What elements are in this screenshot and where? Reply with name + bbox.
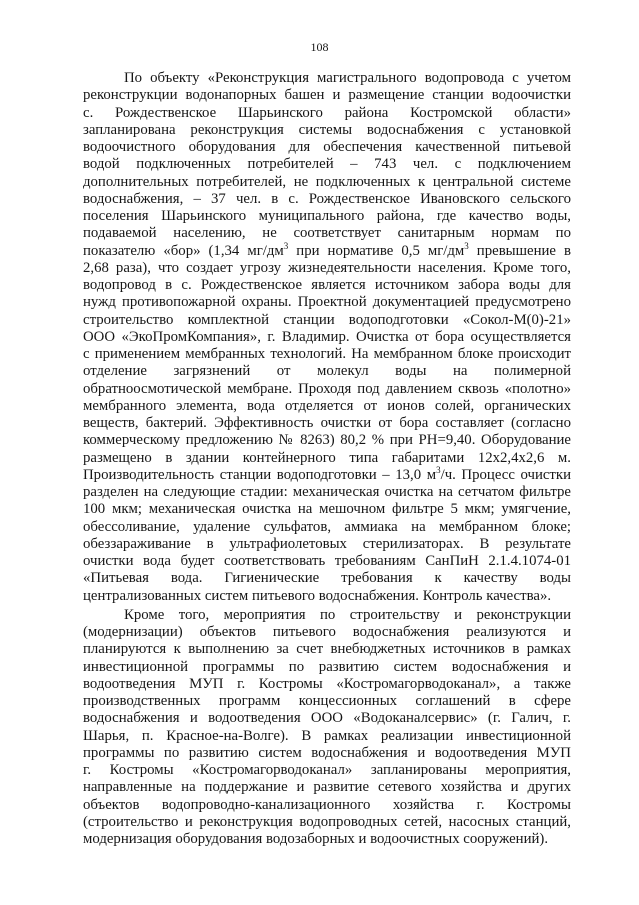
text-segment: обратноосмотической мембране. Проходя под давлением сквозь «полотно» (83, 380, 571, 397)
text-line (83, 641, 571, 658)
text-segment: модернизация оборудования водозаборных и водоочистных сооружений). (83, 831, 549, 847)
text-segment: водопровод в с. Рождественское является источником забора воды для (83, 277, 571, 293)
text-segment: направленные на поддержание и развитие сетевого хозяйства и других (83, 779, 571, 796)
text-segment: централизованных систем питьевого водоснабжения. Контроль качества». (83, 587, 552, 604)
text-segment: По объекту «Реконструкция магистрального водопровода с учетом (124, 70, 571, 86)
text-line (83, 174, 571, 191)
text-line (83, 70, 571, 87)
text-segment: с применением мембранных технологий. На мембранном блоке происходит (83, 346, 571, 362)
text-line (83, 588, 571, 605)
text-line (83, 570, 571, 587)
text-line (83, 659, 571, 676)
text-segment: показателю «бор» (1,34 мг/дм (83, 242, 284, 259)
text-line (83, 607, 571, 624)
text-line (83, 553, 571, 570)
text-segment: водой подключенных потребителей – 743 чел. с подключением (83, 156, 571, 173)
text-line (83, 745, 571, 762)
text-line (83, 762, 571, 779)
text-segment: Производительность станции водоподготовки – 13,0 м (83, 466, 437, 483)
text-line (83, 260, 571, 277)
text-line (83, 432, 571, 449)
text-segment: размещено в здании контейнерного типа габаритами 12х2,4х2,6 м. (83, 449, 571, 466)
text-line (83, 122, 571, 139)
superscript: 3 (436, 464, 441, 475)
text-segment: ООО «ЭкоПромКомпания», г. Владимир. Очистка от бора осуществляется (83, 328, 571, 345)
text-line (83, 225, 571, 242)
text-line (83, 728, 571, 745)
text-line (83, 450, 571, 467)
text-segment: строительство комплектной станции водоподготовки «Сокол-М(0)-21» (83, 311, 571, 328)
text-line (83, 676, 571, 693)
superscript: 3 (464, 240, 469, 251)
text-segment: Кроме того, мероприятия по строительству и реконструкции (124, 606, 571, 623)
text-segment: разделен на следующие стадии: механическая очистка на сетчатом фильтре (83, 484, 571, 500)
text-line (83, 831, 571, 848)
body-text (83, 70, 571, 848)
text-line (83, 797, 571, 814)
text-segment: (строительство и реконструкция водопроводных сетей, насосных станций, (83, 813, 571, 830)
text-segment: коммерческому предложению № 8263) 80,2 % при PH=9,40. Оборудование (83, 432, 571, 449)
text-line (83, 779, 571, 796)
text-line (83, 519, 571, 536)
text-segment: (модернизации) объектов питьевого водоснабжения реализуются и (83, 624, 571, 640)
text-line (83, 536, 571, 553)
text-segment: превышение в (468, 242, 571, 259)
text-segment: г. Костромы «Костромагорводоканал» запланированы мероприятия, (83, 762, 571, 778)
text-line (83, 346, 571, 363)
page-number: 108 (310, 40, 329, 54)
text-segment: инвестиционной программы по развитию систем водоснабжения и (83, 658, 571, 675)
text-segment: при нормативе 0,5 мг/дм (288, 242, 465, 259)
text-segment: водоснабжения, – 37 чел. в с. Рождественское Ивановского сельского (83, 190, 571, 207)
text-line (83, 294, 571, 311)
text-segment: нужд противопожарной охраны. Проектной документацией предусмотрено (83, 294, 571, 311)
text-segment: обеззараживание в ультрафиолетовых стерилизаторах. В результате (83, 535, 571, 552)
text-line (83, 363, 571, 380)
text-segment: /ч. Процесс очистки (440, 466, 572, 483)
text-line (83, 191, 571, 208)
text-line (83, 105, 571, 122)
text-line (83, 814, 571, 831)
text-segment: 100 мкм; механическая очистка на мешочном фильтре 5 мкм; умягчение, (83, 501, 571, 518)
text-line (83, 484, 571, 501)
text-segment: подаваемой населению, не соответствует санитарным нормам по (83, 225, 571, 242)
text-line (83, 710, 571, 727)
text-segment: поселения Шарьинского муниципального района, где качество воды, (83, 208, 571, 224)
text-line (83, 277, 571, 294)
text-segment: очистки вода будет соответствовать требованиям СанПиН 2.1.4.1074-01 (83, 553, 571, 569)
text-segment: Шарья, п. Красное-на-Волге). В рамках реализации инвестиционной (83, 727, 571, 744)
superscript: 3 (283, 240, 289, 251)
text-segment: программы по развитию систем водоснабжения и водоотведения МУП (83, 744, 571, 761)
text-segment: водоснабжения и водоотведения ООО «Водоканалсервис» (г. Галич, г. (83, 710, 571, 727)
text-segment: производственных программ концессионных соглашений в сфере (83, 693, 571, 709)
text-line (83, 156, 571, 173)
text-segment: «Питьевая вода. Гигиенические требования к качеству воды (83, 570, 571, 587)
paragraph (83, 607, 571, 849)
text-line (83, 87, 571, 104)
text-segment: дополнительных потребителей, не подключенных к центральной системе (83, 173, 571, 190)
text-line (83, 624, 571, 641)
text-segment: водоочистного оборудования для обеспечения качественной питьевой (83, 139, 571, 155)
text-segment: водоотведения МУП г. Костромы «Костромагорводоканал», а также (83, 675, 571, 692)
text-line (83, 139, 571, 156)
text-segment: запланирована реконструкция системы водоснабжения с установкой (83, 121, 571, 138)
text-line (83, 208, 571, 225)
text-line (83, 501, 571, 518)
text-line (83, 398, 571, 415)
text-line (83, 329, 571, 346)
text-line (83, 312, 571, 329)
text-segment: с. Рождественское Шарьинского района Костромской области» (83, 104, 571, 121)
text-line (83, 693, 571, 710)
text-segment: планируются к выполнению за счет внебюджетных источников в рамках (83, 641, 571, 658)
text-segment: реконструкции водонапорных башен и размещение станции водоочистки (83, 87, 571, 104)
text-line (83, 240, 571, 260)
paragraph (83, 70, 571, 605)
text-segment: отделение загрязнений от молекул воды на полимерной (83, 363, 571, 380)
text-segment: обессоливание, удаление сульфатов, аммиака на мембранном блоке; (83, 518, 571, 535)
text-line (83, 381, 571, 398)
text-line (83, 464, 572, 484)
text-segment: 2,68 раза), что создает угрозу жизнедеятельности населения. Кроме того, (83, 259, 571, 276)
text-segment: мембранного элемента, вода отделяется от ионов солей, органических (83, 397, 571, 414)
text-segment: веществ, бактерий. Эффективность очистки от бора составляет (согласно (83, 415, 571, 431)
text-line (83, 415, 571, 432)
text-segment: объектов водопроводно-канализационного хозяйства г. Костромы (83, 796, 571, 813)
